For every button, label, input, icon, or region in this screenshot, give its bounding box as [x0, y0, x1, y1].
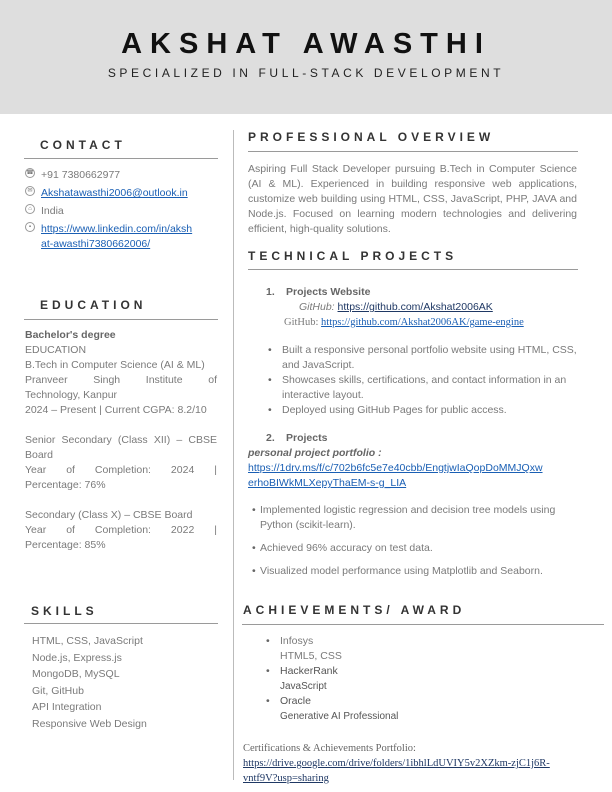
linkedin-link[interactable]: https://www.linkedin.com/in/aksh at-awasthi7380662006/ [41, 223, 193, 250]
skill-item: API Integration [32, 701, 102, 713]
portfolio-label: personal project portfolio : [248, 447, 382, 459]
secondary-year: Year of Completion: 2022 | [25, 524, 217, 536]
projects-section [248, 285, 583, 579]
github-line-2: GitHub: https://github.com/Akshat2006AK/game-engine [284, 317, 524, 328]
list-item: • Achieved 96% accuracy on test data. [248, 541, 583, 556]
candidate-name: AKSHAT AWASTHI [121, 28, 491, 60]
achievement-item: • HackerRank JavaScript [262, 664, 398, 694]
overview-heading: PROFESSIONAL OVERVIEW [248, 130, 495, 144]
senior-percentage: Percentage: 76% [25, 479, 106, 491]
achievements-heading: ACHIEVEMENTS/ AWARD [243, 603, 466, 617]
achievement-item: • Oracle Generative AI Professional [262, 694, 398, 724]
project-1-title: 1. Projects Website [266, 286, 371, 298]
skill-item: Responsive Web Design [32, 717, 147, 730]
briefcase-icon: ▪ [25, 222, 35, 232]
contact-email [25, 186, 220, 201]
project-2-title: 2. Projects [266, 432, 328, 444]
column-divider [233, 130, 234, 780]
list-item: • Implemented logistic regression and decision tree models using Python (scikit-learn). [248, 503, 583, 533]
cert-link[interactable]: https://drive.google.com/drive/folders/1ibhlLdUVIY5v2XZkm-zjC1j6R- vntf9V?usp=sharing [243, 758, 550, 784]
skill-item: Node.js, Express.js [32, 651, 122, 664]
candidate-subtitle: SPECIALIZED IN FULL-STACK DEVELOPMENT [107, 66, 505, 80]
certifications [243, 741, 603, 786]
email-icon: ✉ [25, 186, 35, 196]
skills-heading: SKILLS [31, 604, 98, 618]
list-item: • Built a responsive personal portfolio website using HTML, CSS, and JavaScript. [264, 343, 583, 373]
cert-label: Certifications & Achievements Portfolio: [243, 743, 416, 754]
education-rule [24, 319, 218, 320]
secondary: Secondary (Class X) – CBSE Board [25, 509, 193, 521]
contact-linkedin [25, 222, 220, 252]
project-2-bullets [248, 503, 583, 579]
list-item: • Visualized model performance using Matplotlib and Seaborn. [248, 564, 583, 579]
contact-rule [24, 158, 218, 159]
list-item: • Showcases skills, certifications, and contact information in an interactive layout. [264, 373, 583, 403]
achievement-item: • Infosys HTML5, CSS [262, 634, 398, 664]
contact-phone: ☎ +91 7380662977 [26, 169, 121, 181]
contact-list [25, 168, 220, 252]
degree: Bachelor's degree [25, 329, 116, 341]
institute-line-2: Technology, Kanpur [25, 389, 118, 401]
github-link-1[interactable]: https://github.com/Akshat2006AK [337, 301, 493, 313]
skill-item: HTML, CSS, JavaScript [32, 635, 143, 647]
education-section [25, 328, 217, 553]
overview-rule [248, 151, 578, 152]
achievements-list [262, 634, 398, 724]
contact-location: ⌂ India [25, 204, 220, 219]
projects-heading: TECHNICAL PROJECTS [248, 249, 458, 263]
portfolio-link[interactable]: https://1drv.ms/f/c/702b6fc5e7e40cbb/EngtjwIaQopDoMMJQxw erhoBIWkMLXepyThaEM-s-g_LIA [248, 462, 543, 489]
senior-year: Year of Completion: 2024 | [25, 464, 217, 476]
skill-item: MongoDB, MySQL [32, 668, 120, 680]
program: B.Tech in Computer Science (AI & ML) [25, 359, 205, 371]
github-link-2[interactable]: https://github.com/Akshat2006AK/game-engine [321, 317, 524, 328]
secondary-percentage: Percentage: 85% [25, 539, 106, 551]
education-dates: 2024 – Present | Current CGPA: 8.2/10 [25, 404, 207, 416]
project-1-bullets [248, 343, 583, 418]
skills-list [32, 633, 147, 732]
skills-rule [24, 623, 218, 624]
home-icon: ⌂ [25, 204, 35, 214]
overview-text: Aspiring Full Stack Developer pursuing B.Tech in Computer Science (AI & ML). Experienced in building responsive web applications, customize web building using HTML, CSS, JavaScript, PHP, JAVA and Node.js. Focused on learning modern technologies and delivering efficient, high-quality solutions. [248, 163, 577, 235]
github-line-1: GitHub: https://github.com/Akshat2006AK [299, 301, 493, 313]
education-heading: EDUCATION [40, 298, 147, 312]
senior-secondary: Senior Secondary (Class XII) – CBSE Board [25, 434, 217, 461]
skill-item: Git, GitHub [32, 684, 84, 697]
email-link[interactable]: Akshatawasthi2006@outlook.in [41, 187, 188, 199]
contact-heading: CONTACT [40, 138, 126, 152]
projects-rule [248, 269, 578, 270]
phone-icon: ☎ [26, 170, 34, 176]
list-item: • Deployed using GitHub Pages for public access. [264, 403, 583, 418]
education-label: EDUCATION [25, 344, 87, 356]
achievements-rule [242, 624, 604, 625]
institute-line-1: Pranveer Singh Institute of [25, 374, 217, 386]
